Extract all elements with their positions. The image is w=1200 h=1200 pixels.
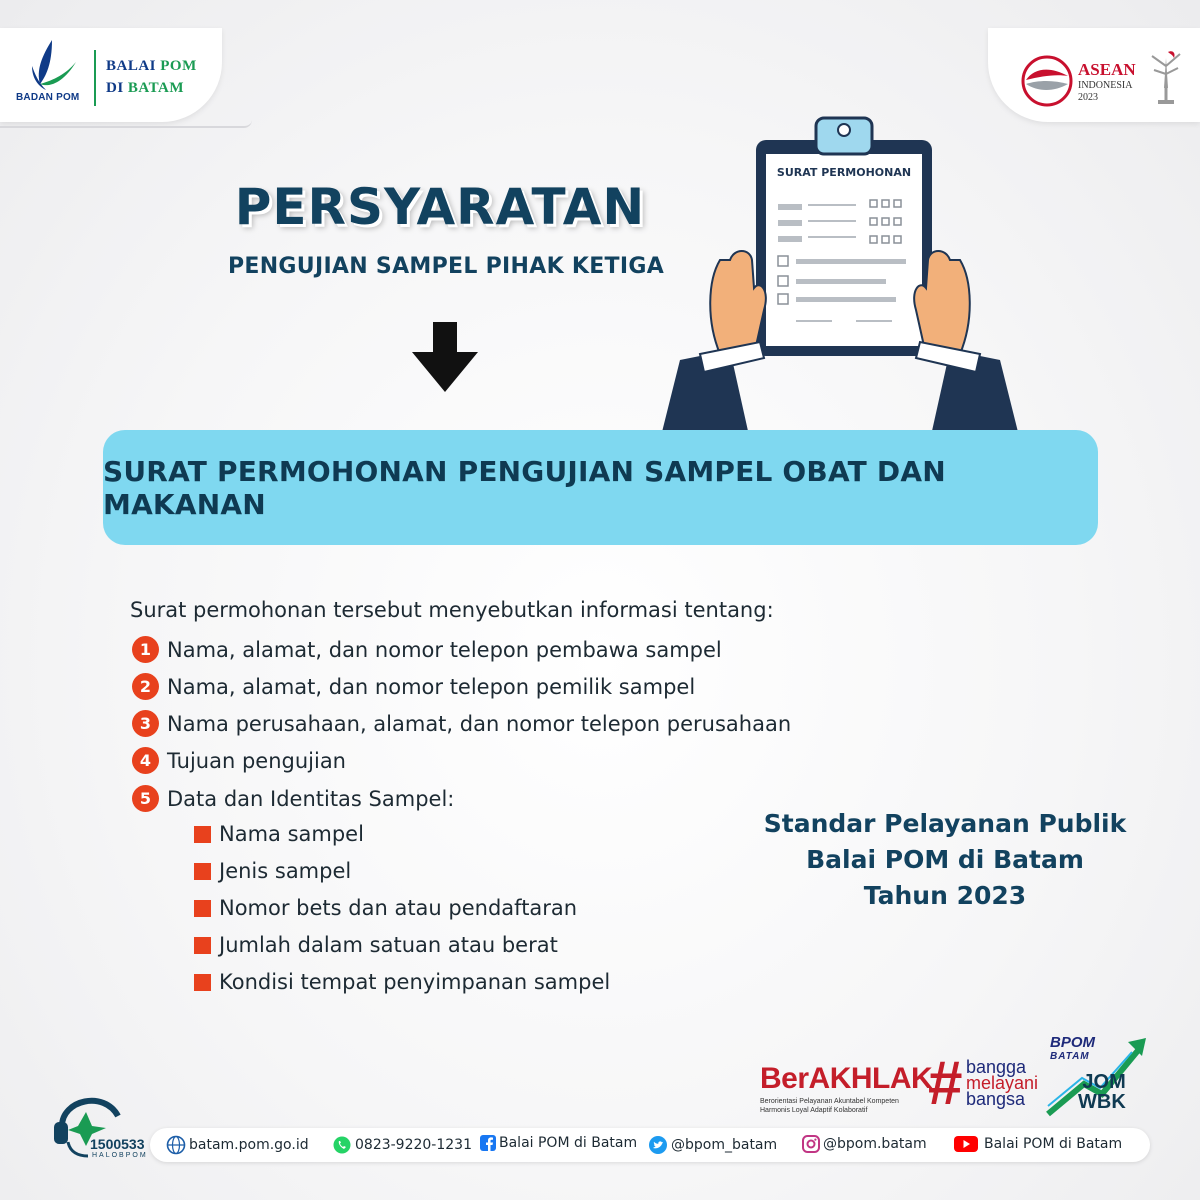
service-standard-text <box>740 806 1150 914</box>
square-bullet-icon <box>194 937 211 954</box>
melayani-text: melayani <box>966 1073 1039 1093</box>
list-item <box>132 636 722 663</box>
footer-website[interactable] <box>166 1135 309 1155</box>
list-intro: Surat permohonan tersebut menyebutkan informasi tentang: <box>130 598 774 622</box>
form-title: SURAT PERMOHONAN <box>776 166 912 179</box>
globe-icon <box>166 1135 186 1155</box>
website-text: batam.pom.go.id <box>189 1137 309 1153</box>
bangsa-text: bangsa <box>966 1089 1026 1109</box>
asean-logo-icon <box>1020 54 1074 108</box>
event-title: ASEAN <box>1078 60 1136 79</box>
sub-list-item <box>194 933 558 957</box>
sub-list-item-text: Jumlah dalam satuan atau berat <box>219 933 558 957</box>
whatsapp-text: 0823-9220-1231 <box>355 1137 472 1153</box>
badan-pom-label: BADAN POM <box>16 92 80 103</box>
badan-pom-logo-icon <box>22 36 82 96</box>
facebook-icon <box>480 1135 496 1151</box>
sub-list-item <box>194 896 577 920</box>
bangga-text: bangga <box>966 1057 1027 1077</box>
footer-twitter[interactable] <box>648 1135 777 1155</box>
sub-list-item-text: Jenis sampel <box>219 859 352 883</box>
sub-list-item <box>194 859 351 883</box>
batam-text: BATAM <box>1050 1051 1090 1062</box>
logo-divider <box>94 50 96 106</box>
square-bullet-icon <box>194 974 211 991</box>
list-item-text: Nama perusahaan, alamat, dan nomor telepon perusahaan <box>167 711 792 736</box>
sub-list-item-text: Kondisi tempat penyimpanan sampel <box>219 970 611 994</box>
square-bullet-icon <box>194 826 211 843</box>
berakhlak-tagline2: Harmonis Loyal Adaptif Kolaboratif <box>760 1107 868 1114</box>
event-country: INDONESIA <box>1078 80 1133 91</box>
office-name-balai: BALAI <box>106 58 161 74</box>
wbk-text: WBK <box>1078 1091 1126 1113</box>
square-bullet-icon <box>194 863 211 880</box>
sub-list-item-text: Nama sampel <box>219 822 364 846</box>
list-item <box>132 785 454 812</box>
list-item-text: Data dan Identitas Sampel: <box>167 786 455 811</box>
instagram-icon <box>802 1135 820 1153</box>
banner-text: SURAT PERMOHONAN PENGUJIAN SAMPEL OBAT DAN MAKANAN <box>103 454 946 521</box>
hotline-label: HALOBPOM <box>92 1152 148 1159</box>
list-item-text: Nama, alamat, dan nomor telepon pemilik sampel <box>167 674 696 699</box>
instagram-text: @bpom.batam <box>823 1136 927 1152</box>
clipboard-illustration <box>660 110 1020 440</box>
youtube-text: Balai POM di Batam <box>984 1136 1123 1152</box>
berakhlak-tagline1: Berorientasi Pelayanan Akuntabel Kompeten <box>760 1098 899 1105</box>
berakhlak-logo-title: BerAKHLAK <box>760 1062 933 1095</box>
office-name-di: DI <box>106 80 128 96</box>
youtube-icon <box>954 1135 978 1153</box>
footer-facebook[interactable] <box>480 1135 637 1151</box>
standard-line3: Tahun 2023 <box>863 881 1027 910</box>
hotline-number: 1500533 <box>90 1136 145 1152</box>
hashtag-mark: # <box>928 1049 963 1118</box>
office-name-line2 <box>106 80 184 97</box>
jom-text: JOM <box>1082 1071 1126 1093</box>
list-item <box>132 747 346 774</box>
sub-list-item <box>194 970 610 994</box>
list-item-text: Nama, alamat, dan nomor telepon pembawa sampel <box>167 637 722 662</box>
page-subtitle: PENGUJIAN SAMPEL PIHAK KETIGA <box>227 254 665 279</box>
number-badge: 4 <box>132 747 159 774</box>
number-badge: 2 <box>132 673 159 700</box>
standard-line1: Standar Pelayanan Publik <box>763 809 1127 838</box>
jom-wbk-label <box>1078 1072 1126 1112</box>
twitter-icon <box>648 1135 668 1155</box>
arrow-down-icon <box>412 322 478 392</box>
twitter-text: @bpom_batam <box>671 1137 778 1153</box>
number-badge: 5 <box>132 785 159 812</box>
office-name-pom: POM <box>160 58 197 74</box>
standard-line2: Balai POM di Batam <box>806 845 1084 874</box>
number-badge: 3 <box>132 710 159 737</box>
main-banner <box>103 430 1098 545</box>
asean-mascot-icon <box>1146 48 1186 114</box>
footer-whatsapp[interactable] <box>332 1135 472 1155</box>
number-badge: 1 <box>132 636 159 663</box>
bpom-batam-label <box>1050 1036 1095 1064</box>
office-name-batam: BATAM <box>127 80 185 96</box>
list-item <box>132 710 791 737</box>
whatsapp-icon <box>332 1135 352 1155</box>
bpom-text: BPOM <box>1050 1034 1095 1051</box>
sub-list-item <box>194 822 364 846</box>
footer-youtube[interactable] <box>954 1135 1122 1153</box>
list-item <box>132 673 695 700</box>
footer-instagram[interactable] <box>802 1135 927 1153</box>
page-title: PERSYARATAN <box>234 178 646 236</box>
sub-list-item-text: Nomor bets dan atau pendaftaran <box>219 896 578 920</box>
office-name-line1 <box>106 58 197 75</box>
event-year: 2023 <box>1078 92 1098 103</box>
list-item-text: Tujuan pengujian <box>167 748 346 773</box>
facebook-text: Balai POM di Batam <box>499 1135 638 1151</box>
square-bullet-icon <box>194 900 211 917</box>
